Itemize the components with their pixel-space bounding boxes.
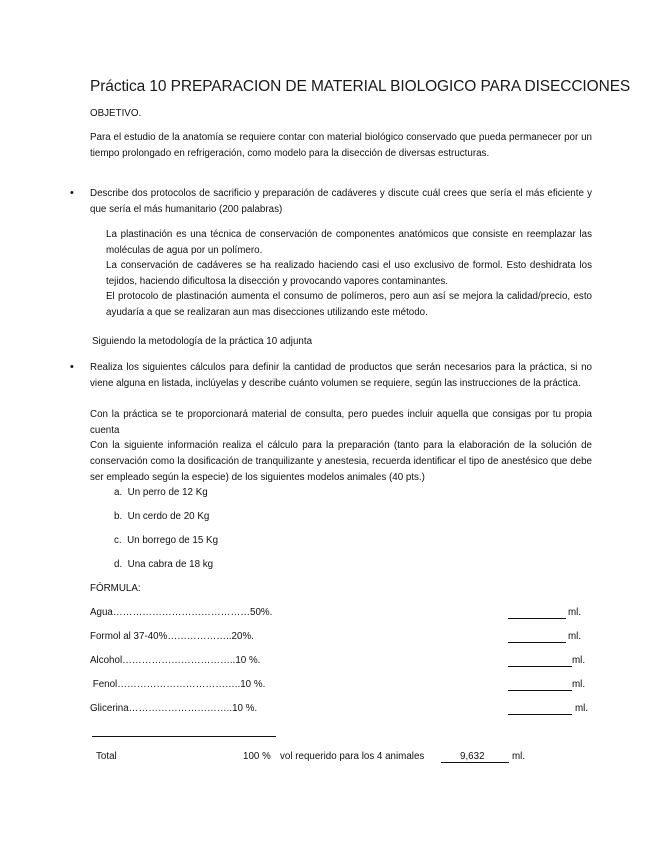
- animal-item-b: [114, 509, 209, 525]
- unit-label: ml.: [575, 703, 589, 714]
- unit-label: ml.: [572, 655, 586, 666]
- page-title: Práctica 10 PREPARACION DE MATERIAL BIOLOGICO PARA DISECCIONES: [90, 78, 631, 95]
- formula-row-fenol: Fenol………………………………..10 %.: [90, 679, 266, 690]
- answer-blank[interactable]: [508, 618, 566, 619]
- animal-letter: d.: [114, 559, 123, 570]
- formula-row-glicerina: Glicerina…………………………..10 %.: [90, 703, 258, 714]
- animal-text: Un cerdo de 20 Kg: [127, 511, 210, 522]
- animal-letter: b.: [114, 511, 123, 522]
- answer-blank[interactable]: [508, 690, 572, 691]
- animal-text: Un perro de 12 Kg: [127, 487, 208, 498]
- question-1-prompt: Describe dos protocolos de sacrificio y preparación de cadáveres y discute cuál crees que sería el más eficiente y que sería el más humanitario (200 palabras): [90, 188, 592, 215]
- formula-heading: FÓRMULA:: [90, 583, 141, 594]
- animal-letter: a.: [114, 487, 123, 498]
- animal-text: Un borrego de 15 Kg: [127, 535, 219, 546]
- formula-row-formol: Formol al 37-40%………………..20%.: [90, 631, 254, 642]
- question-2-paragraph-2: Con la práctica se te proporcionará material de consulta, pero puedes incluir aquella que consigas por tu propia cuenta: [90, 409, 592, 436]
- total-divider: [92, 736, 276, 737]
- unit-label: ml.: [568, 631, 582, 642]
- methodology-note: Siguiendo la metodología de la práctica 10 adjunta: [92, 336, 313, 347]
- total-unit: ml.: [512, 751, 526, 762]
- bullet-1: •: [70, 187, 74, 199]
- animal-item-c: [114, 533, 218, 549]
- animal-item-d: [114, 557, 213, 573]
- answer-paragraph-3: El protocolo de plastinación aumenta el consumo de polímeros, pero aun así se mejora la calidad/precio, esto ayudaría a que se realizaran aun mas disecciones utilizando este método.: [106, 291, 592, 318]
- answer-paragraph-1: La plastinación es una técnica de conservación de componentes anatómicos que consiste en reemplazar las moléculas de agua por un polímero.: [106, 229, 592, 256]
- question-2-paragraph-1: Realiza los siguientes cálculos para definir la cantidad de productos que serán necesarios para la práctica, si no viene alguna en listada, inclúyelas y describe cuánto volumen se requiere, según las instrucciones de la práctica.: [90, 362, 592, 389]
- question-2-paragraph-3: Con la siguiente información realiza el cálculo para la preparación (tanto para la elaboración de la solución de conservación como la dosificación de tranquilizante y anestesia, recuerda identificar el tipo de anestésico que debe ser empleado según la especie) de los siguientes modelos animales (40 pts.): [90, 440, 592, 483]
- total-percent: 100 %: [243, 751, 271, 762]
- unit-label: ml.: [572, 679, 586, 690]
- formula-row-agua: Agua……………………………………50%.: [90, 607, 273, 618]
- animal-item-a: [114, 485, 208, 501]
- animal-letter: c.: [114, 535, 122, 546]
- formula-row-alcohol: Alcohol……………………………..10 %.: [90, 655, 261, 666]
- bullet-2: •: [70, 361, 74, 373]
- objetivo-heading: OBJETIVO.: [90, 108, 142, 119]
- answer-blank[interactable]: [508, 642, 566, 643]
- unit-label: ml.: [568, 607, 582, 618]
- total-description: vol requerido para los 4 animales: [280, 751, 425, 762]
- answer-blank[interactable]: [508, 666, 572, 667]
- answer-blank[interactable]: [508, 714, 572, 715]
- animal-text: Una cabra de 18 kg: [127, 559, 214, 570]
- answer-paragraph-2: La conservación de cadáveres se ha realizado haciendo casi el uso exclusivo de formol. Esto deshidrata los tejidos, haciendo dificultosa la disección y provocando vapores contaminantes.: [106, 260, 592, 287]
- objetivo-text: Para el estudio de la anatomía se requiere contar con material biológico conservado que pueda permanecer por un tiempo prolongado en refrigeración, como modelo para la disección de diversas estructuras.: [90, 132, 592, 159]
- total-label: Total: [96, 751, 117, 762]
- total-value: 9,632: [460, 751, 485, 762]
